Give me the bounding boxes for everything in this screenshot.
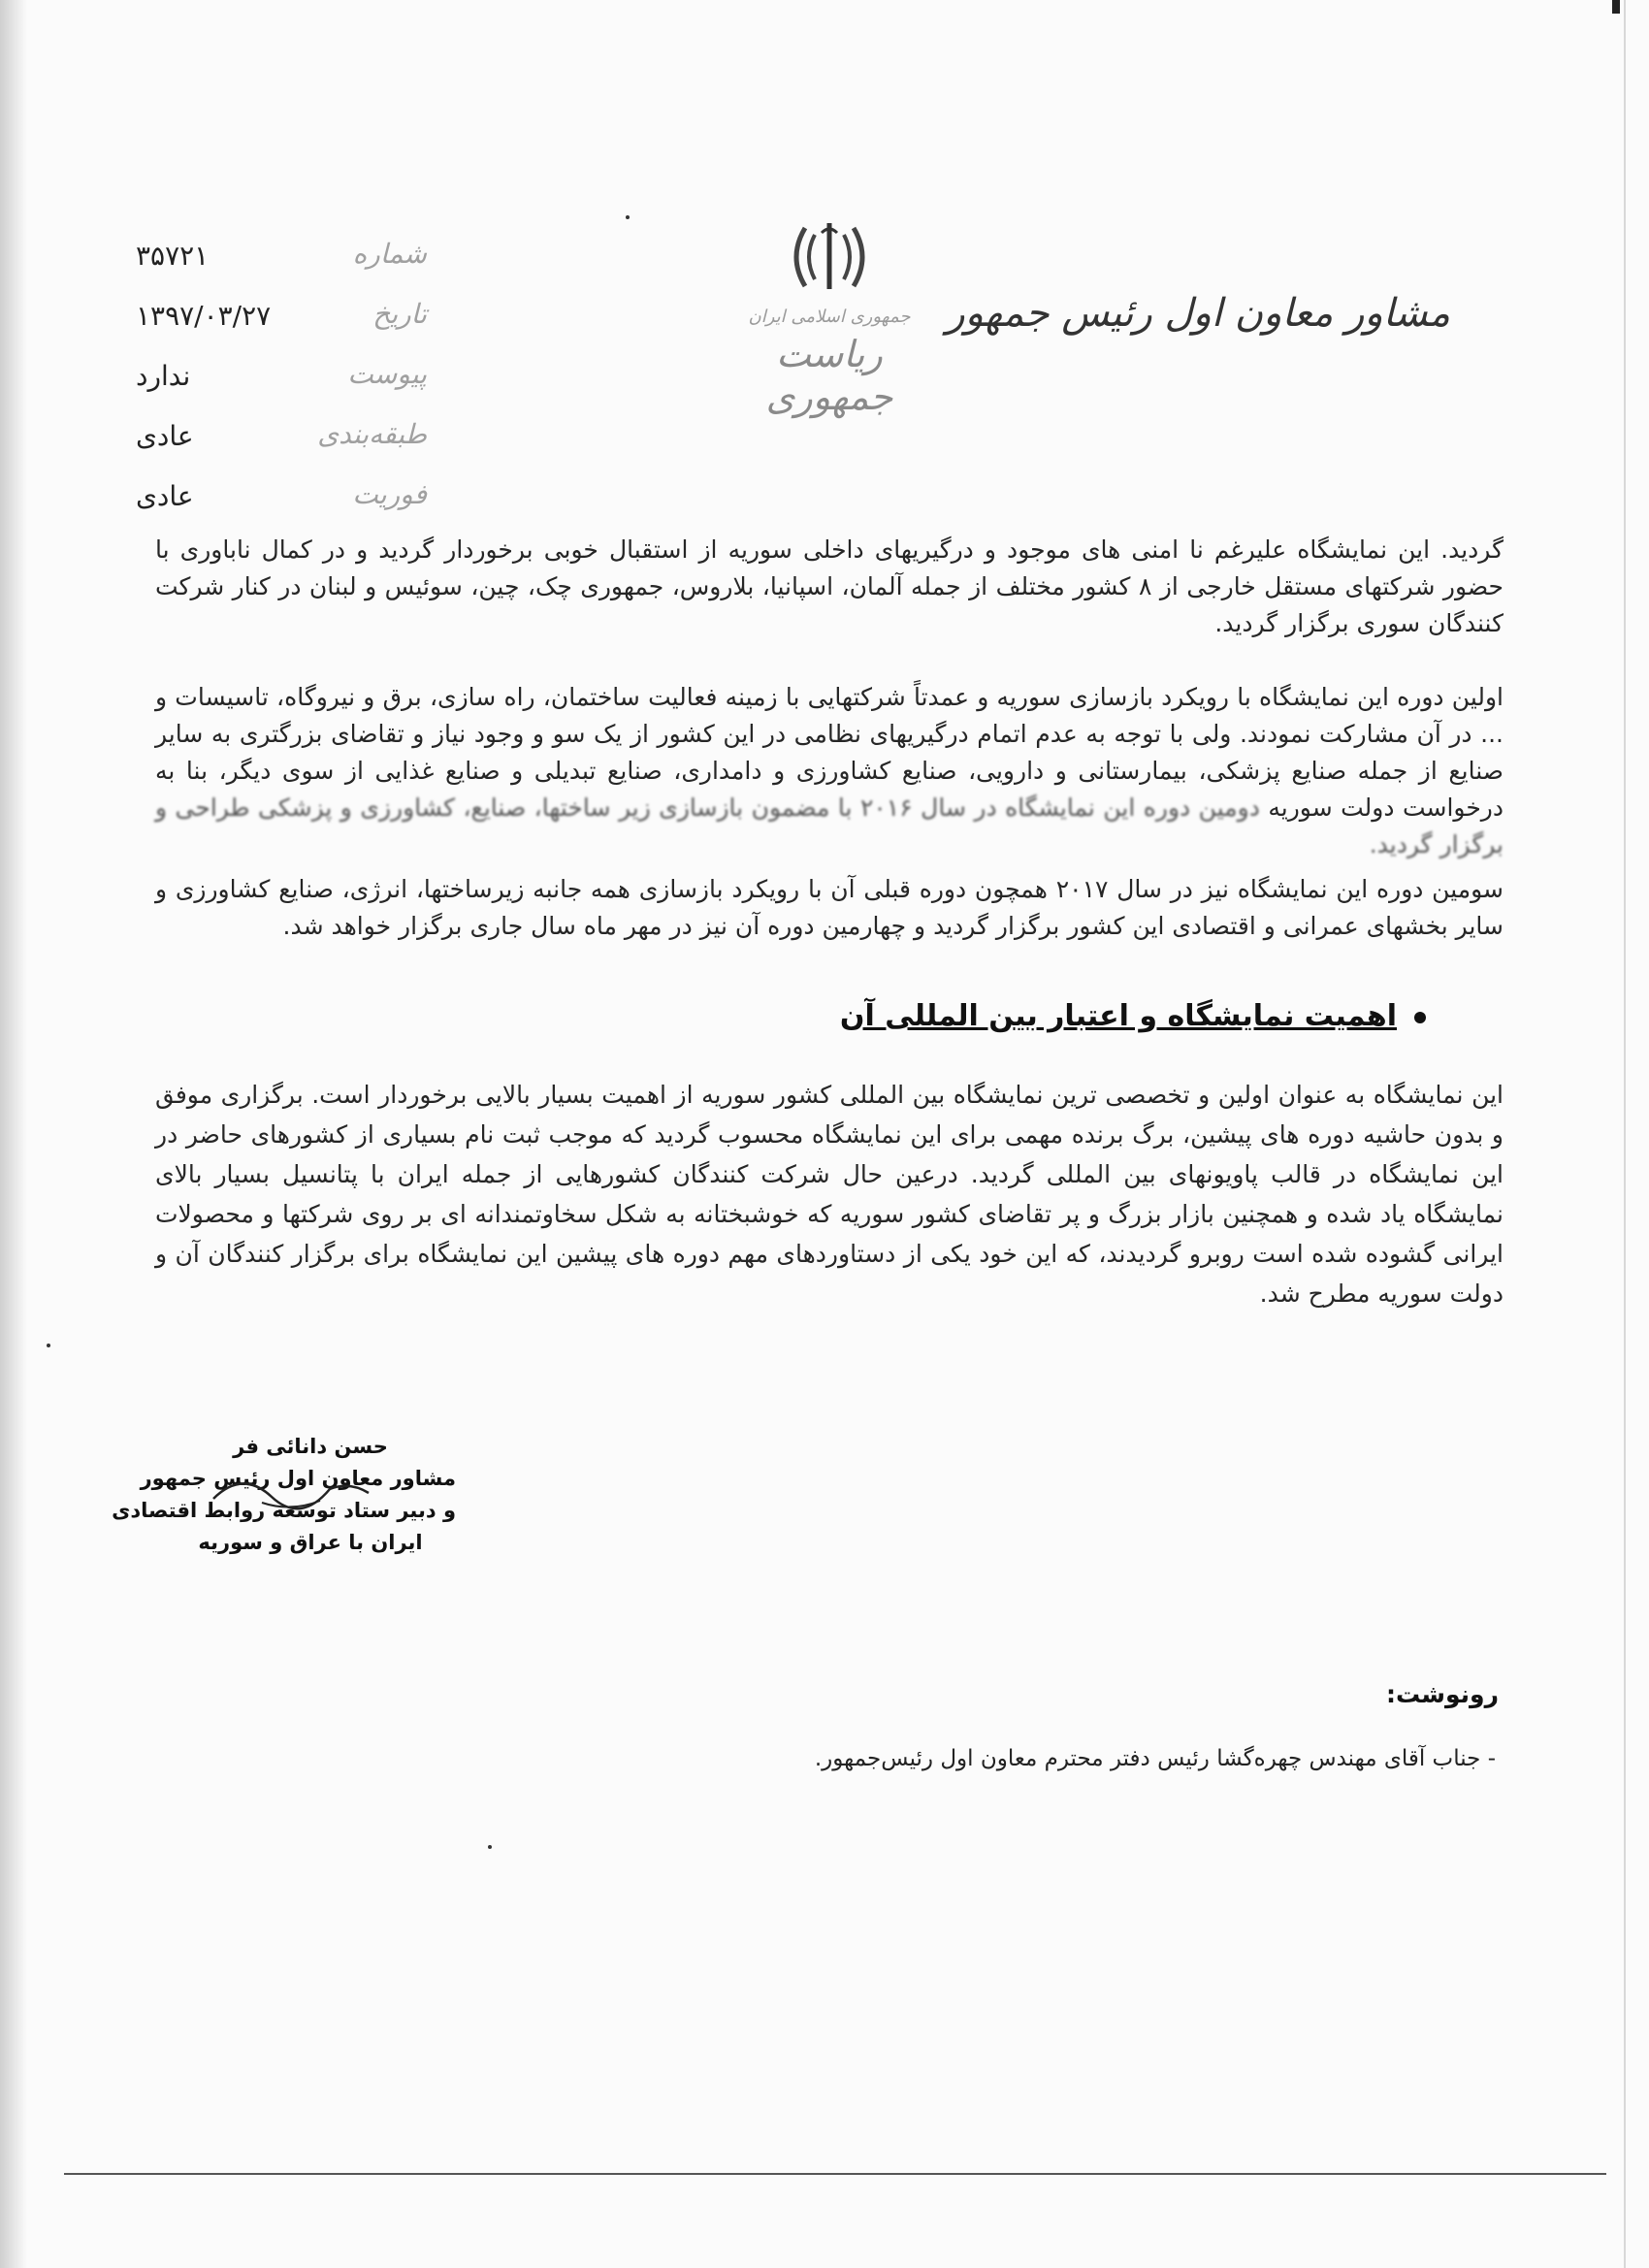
letter-meta <box>136 238 427 538</box>
emblem-text: جمهوری اسلامی ایران <box>748 307 911 327</box>
bottom-rule <box>64 2173 1606 2175</box>
section-heading <box>840 999 1426 1033</box>
copy-recipient: - جناب آقای مهندس چهره‌گشا رئیس دفتر محترم معاون اول رئیس‌جمهور. <box>814 1746 1496 1771</box>
meta-value: عادی <box>136 420 194 452</box>
meta-label: پیوست <box>347 358 427 390</box>
meta-classification <box>136 418 427 478</box>
scan-speck <box>488 1845 492 1849</box>
office-title: مشاور معاون اول رئیس جمهور <box>946 291 1450 336</box>
paragraph-2-blurred-text: دومین دوره این نمایشگاه در سال ۲۰۱۶ با مضمون بازسازی زیر ساختها، صنایع، کشاورزی و پزشکی طراحی و برگزار گردید. <box>155 794 1504 859</box>
signatory-title-3: ایران با عراق و سوریه <box>198 1531 423 1554</box>
iran-emblem-icon <box>776 213 883 301</box>
corner-mark <box>1612 0 1620 14</box>
organization-name: ریاست جمهوری <box>765 333 893 418</box>
signature-block <box>112 1431 456 1559</box>
meta-value: ۱۳۹۷/۰۳/۲۷ <box>136 300 272 332</box>
scan-speck <box>626 215 630 219</box>
meta-value: ۳۵۷۲۱ <box>136 240 210 272</box>
meta-label: شماره <box>352 238 427 270</box>
meta-date <box>136 298 427 358</box>
paragraph-2-text: اولین دوره این نمایشگاه با رویکرد بازسازی سوریه و عمدتاً شرکتهایی با زمینه فعالیت ساختمان، راه سازی، برق و نیروگاه، تاسیسات و ... در آن مشارکت نمودند. ولی با توجه به عدم اتمام درگیریهای نظامی در این کشور از یک سو و وجود نیاز و تقاضای بزرگتری به سایر صنایع از جمله صنایع پزشکی، بیمارستانی و دارویی، صنایع کشاورزی و دامداری، صنایع تبدیلی و صنایع غذایی از سوی دیگر، بنا به درخواست دولت سوریه <box>155 683 1504 822</box>
meta-label: طبقه‌بندی <box>317 418 427 450</box>
letterhead-emblem <box>718 213 941 418</box>
paragraph-3: سومین دوره این نمایشگاه نیز در سال ۲۰۱۷ همچون دوره قبلی آن با رویکرد بازسازی همه جانبه زیرساختها، انرژی، صنایع کشاورزی و سایر بخشهای عمرانی و اقتصادی این کشور برگزار گردید و چهارمین دوره آن نیز در مهر ماه سال جاری برگزار خواهد شد. <box>155 875 1504 940</box>
bullet-icon <box>1414 1012 1426 1023</box>
handwritten-signature-icon <box>204 1460 398 1518</box>
meta-attachment <box>136 358 427 418</box>
paragraph-2 <box>155 679 1504 863</box>
meta-value: ندارد <box>136 360 191 392</box>
signatory-title-2: و دبیر ستاد توسعه روابط اقتصادی <box>112 1499 456 1522</box>
meta-value: عادی <box>136 480 194 512</box>
meta-label: تاریخ <box>372 298 427 330</box>
meta-urgency <box>136 478 427 538</box>
meta-label: فوریت <box>352 478 427 510</box>
scan-right-edge <box>1624 0 1626 2268</box>
paragraph-1: گردید. این نمایشگاه علیرغم نا امنی های موجود و درگیریهای داخلی سوریه از استقبال خوبی برخوردار گردید و در کمال ناباوری با حضور شرکتهای مستقل خارجی از ۸ کشور مختلف از جمله آلمان، اسپانیا، بلاروس، جمهوری چک، چین، سوئیس و لبنان در کنار شرکت کنندگان سوری برگزار گردید. <box>155 535 1504 637</box>
scan-speck <box>47 1344 50 1347</box>
scan-edge-shadow <box>0 0 27 2268</box>
signatory-name: حسن دانائی فر <box>233 1435 388 1458</box>
copy-label: رونوشت: <box>1385 1680 1499 1708</box>
meta-number <box>136 238 427 298</box>
paragraph-4: این نمایشگاه به عنوان اولین و تخصصی ترین نمایشگاه بین المللی کشور سوریه از اهمیت بسیار بالایی برخوردار است. برگزاری موفق و بدون حاشیه دوره های پیشین، برگ برنده مهمی برای این نمایشگاه محسوب گردید که موجب ثبت نام بسیاری از کشورهای حاضر در این نمایشگاه در قالب پاویونهای بین المللی گردید. درعین حال شرکت کنندگان کشورهایی از جمله ایران با پتانسیل بسیار بالای نمایشگاه یاد شده و همچنین بازار بزرگ و پر تقاضای کشور سوریه که خوشبختانه به شکل سخاوتمندانه ای بر روی شرکتها و محصولات ایرانی گشوده شده است روبرو گردیدند، که این خود یکی از دستاوردهای مهم دوره های پیشین این نمایشگاه برای برگزار کنندگان آن و دولت سوریه مطرح شد. <box>155 1081 1504 1308</box>
signatory-title-1: مشاور معاون اول رئیس جمهور <box>140 1467 456 1490</box>
section-heading-text: اهمیت نمایشگاه و اعتبار بین المللی آن <box>839 999 1397 1033</box>
